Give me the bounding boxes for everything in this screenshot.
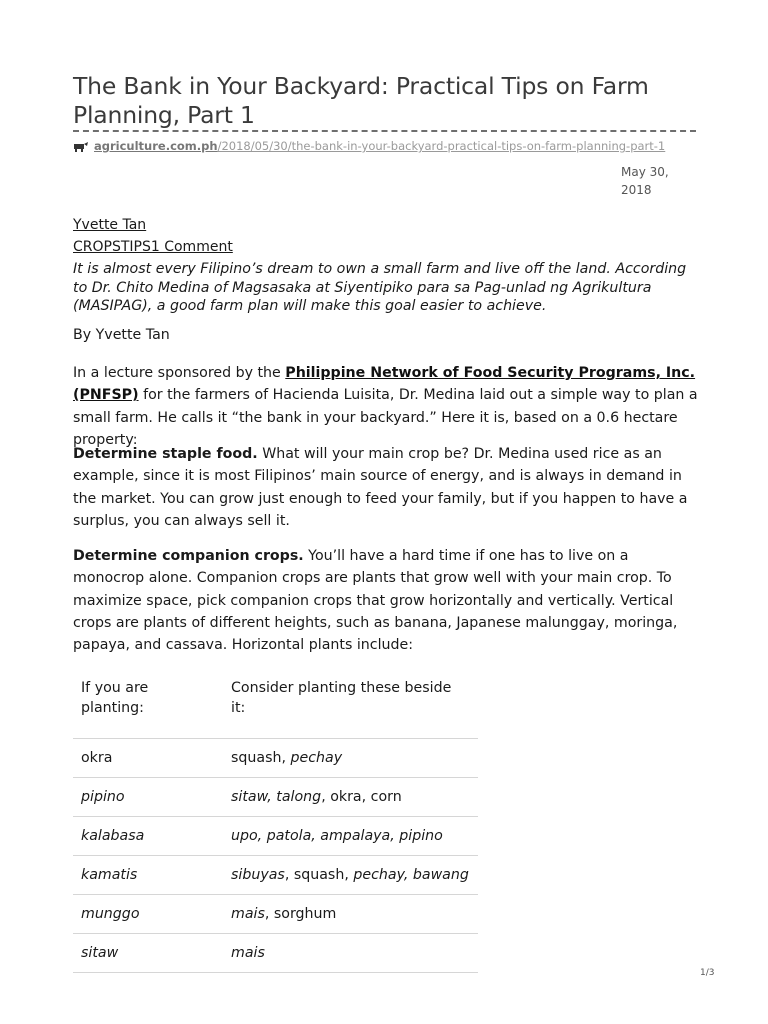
table-header-crop: If you are planting: <box>73 670 223 739</box>
companions-cell <box>223 739 478 778</box>
table-header-row <box>73 670 478 739</box>
companion-segment: , sorghum <box>264 906 337 922</box>
table-row <box>73 895 478 934</box>
companion-segment: squash, <box>231 750 291 766</box>
crop-cell: pipino <box>73 778 223 817</box>
companion-crops-paragraph <box>73 545 703 656</box>
staple-food-heading: Determine staple food. <box>73 446 258 462</box>
by-line: By Yvette Tan <box>73 327 170 343</box>
companion-segment: sitaw, talong <box>231 789 322 805</box>
companion-crops-heading: Determine companion crops. <box>73 548 304 564</box>
table-header-companions: Consider planting these beside it: <box>223 670 478 739</box>
table-row <box>73 934 478 973</box>
intro-paragraph <box>73 362 703 451</box>
source-path[interactable]: /2018/05/30/the-bank-in-your-backyard-practical-tips-on-farm-planning-part-1 <box>217 139 666 153</box>
table-row <box>73 739 478 778</box>
companion-crops-table <box>73 670 478 973</box>
companions-cell <box>223 934 478 973</box>
source-url[interactable] <box>73 139 665 153</box>
companion-segment: pechay <box>290 750 343 766</box>
page-number: 1/3 <box>700 968 715 978</box>
source-domain[interactable]: agriculture.com.ph <box>94 139 218 153</box>
companion-segment: , squash, <box>284 867 354 883</box>
table-row <box>73 778 478 817</box>
title-divider <box>73 130 696 132</box>
companions-cell <box>223 895 478 934</box>
author-link[interactable]: Yvette Tan <box>73 217 147 233</box>
article-lead: It is almost every Filipino’s dream to own a small farm and live off the land. According to Dr. Chito Medina of Magsasaka at Siyentipiko para sa Pag-unlad ng Agrikultura (MASIPAG), a good farm plan will make this goal easier to achieve. <box>73 261 687 314</box>
staple-food-text: What will your main crop be? Dr. Medina used rice as an example, since it is most Filipinos’ main source of energy, and is always in demand in the market. You can grow just enough to feed your family, but if you happen to have a surplus, you can always sell it. <box>73 446 688 529</box>
companion-segment: , okra, corn <box>321 789 402 805</box>
publish-date: May 30, 2018 <box>621 165 669 197</box>
printfriendly-icon <box>73 141 89 152</box>
crop-cell: sitaw <box>73 934 223 973</box>
crop-cell: kalabasa <box>73 817 223 856</box>
table-row <box>73 856 478 895</box>
companion-segment: mais <box>231 945 265 961</box>
crop-cell: kamatis <box>73 856 223 895</box>
companion-crops-text: You’ll have a hard time if one has to live on a monocrop alone. Companion crops are plants that grow well with your main crop. To maximize space, pick companion crops that grow horizontally and vertically. Vertical crops are plants of different heights, such as banana, Japanese malunggay, moringa, papaya, and cassava. Horizontal plants include: <box>73 548 678 654</box>
intro-text-after: for the farmers of Hacienda Luisita, Dr. Medina laid out a simple way to plan a small farm. He calls it “the bank in your backyard.” Here it is, based on a 0.6 hectare property: <box>73 387 698 448</box>
companion-segment: sibuyas <box>231 867 285 883</box>
crop-cell: okra <box>73 739 223 778</box>
companion-segment: upo, patola, ampalaya, pipino <box>231 828 443 844</box>
companions-cell <box>223 856 478 895</box>
intro-text-before: In a lecture sponsored by the <box>73 365 286 381</box>
companion-segment: mais <box>231 906 265 922</box>
companions-cell <box>223 817 478 856</box>
staple-food-paragraph <box>73 443 703 532</box>
pnfsp-link[interactable]: Philippine Network of Food Security Programs, Inc. (PNFSP) <box>73 365 696 404</box>
companion-segment: pechay, bawang <box>353 867 469 883</box>
category-comment-link[interactable]: CROPSTIPS1 Comment <box>73 239 233 255</box>
crop-cell: munggo <box>73 895 223 934</box>
article-title: The Bank in Your Backyard: Practical Tips on Farm Planning, Part 1 <box>73 72 649 129</box>
companions-cell <box>223 778 478 817</box>
table-row <box>73 817 478 856</box>
